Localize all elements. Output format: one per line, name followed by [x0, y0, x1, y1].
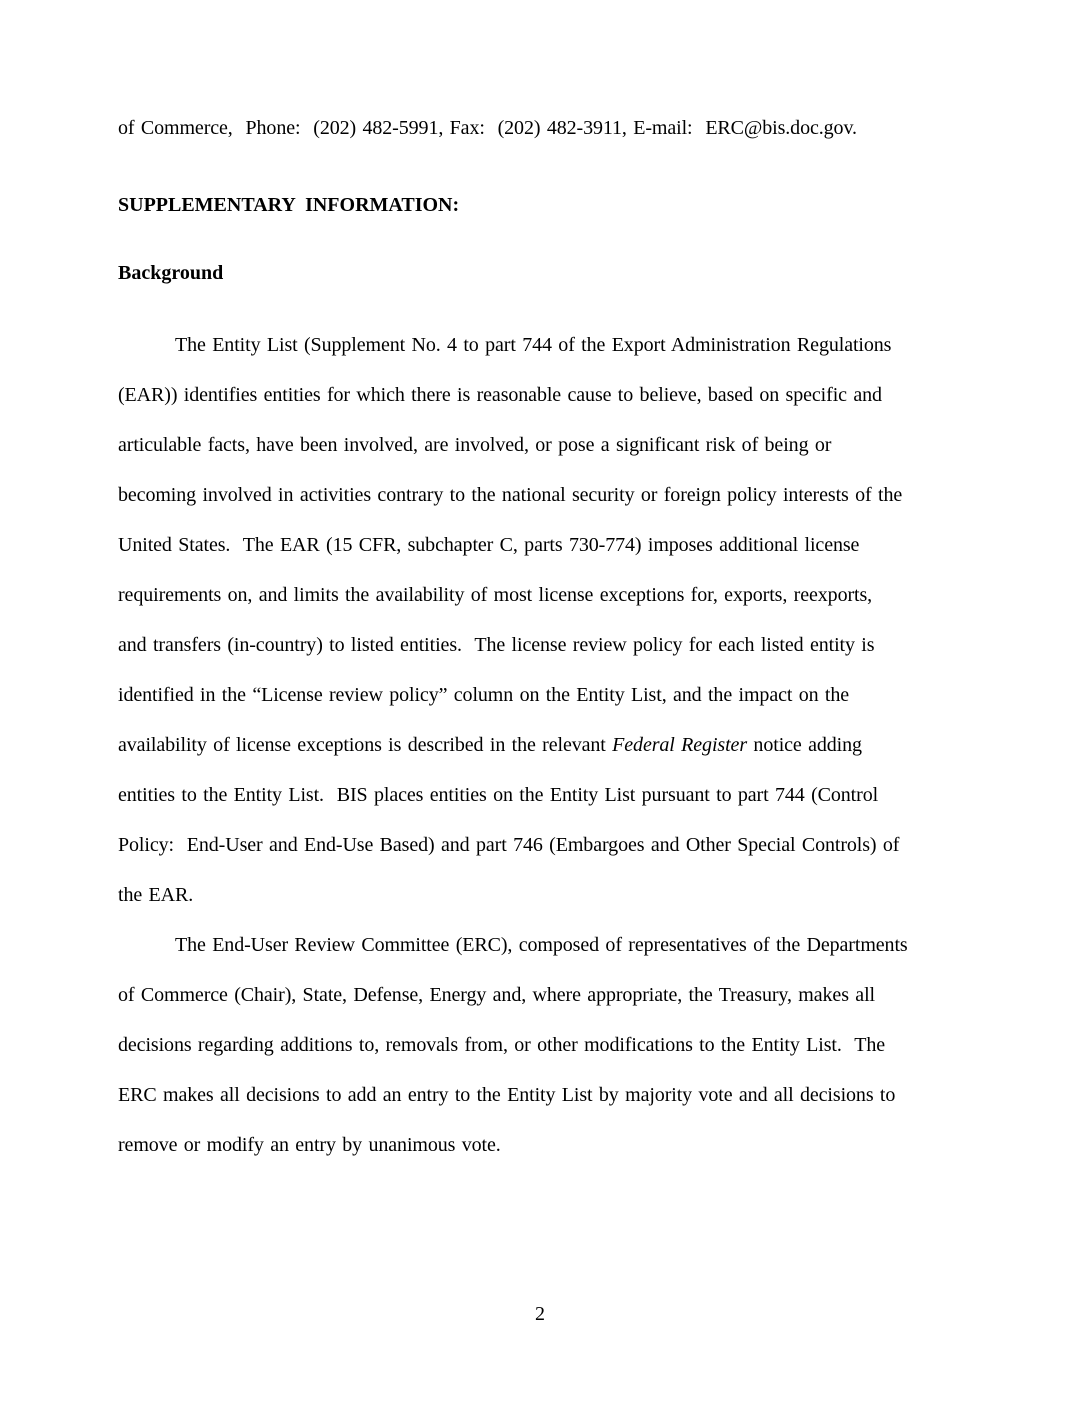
text-segment: of Commerce (Chair), State, Defense, Energy and, where appropriate, the Treasury, makes all	[118, 984, 875, 1006]
supplementary-information-heading: SUPPLEMENTARY INFORMATION:	[118, 194, 460, 216]
text-line	[118, 470, 988, 520]
text-line	[118, 420, 988, 470]
text-line	[118, 370, 988, 420]
text-line	[118, 320, 988, 370]
text-segment: notice adding	[747, 734, 862, 756]
text-segment: the EAR.	[118, 884, 194, 906]
text-segment: Policy: End-User and End-Use Based) and part 746 (Embargoes and Other Special Controls) of	[118, 834, 900, 856]
text-segment: The End-User Review Committee (ERC), composed of representatives of the Departments	[175, 934, 908, 956]
text-segment: articulable facts, have been involved, are involved, or pose a significant risk of being or	[118, 434, 832, 456]
document-content	[118, 103, 988, 1170]
text-segment: United States. The EAR (15 CFR, subchapter C, parts 730-774) imposes additional license	[118, 534, 860, 556]
text-segment: becoming involved in activities contrary to the national security or foreign policy interests of the	[118, 484, 903, 506]
text-line	[118, 970, 988, 1020]
body-paragraphs	[118, 320, 988, 1170]
text-segment: The Entity List (Supplement No. 4 to part 744 of the Export Administration Regulations	[175, 334, 892, 356]
background-heading: Background	[118, 262, 224, 284]
text-segment: (EAR)) identifies entities for which there is reasonable cause to believe, based on specific and	[118, 384, 882, 406]
text-segment: decisions regarding additions to, removals from, or other modifications to the Entity List. The	[118, 1034, 885, 1056]
text-line	[118, 670, 988, 720]
text-line	[118, 570, 988, 620]
text-segment: identified in the “License review policy” column on the Entity List, and the impact on the	[118, 684, 850, 706]
text-line	[118, 520, 988, 570]
italic-text-segment: Federal Register	[612, 734, 748, 756]
text-segment: and transfers (in-country) to listed entities. The license review policy for each listed entity is	[118, 634, 875, 656]
text-segment: availability of license exceptions is described in the relevant	[118, 734, 613, 756]
contact-line: of Commerce, Phone: (202) 482-5991, Fax: (202) 482-3911, E-mail: ERC@bis.doc.gov.	[118, 117, 857, 139]
text-line	[118, 920, 988, 970]
text-line	[118, 870, 988, 920]
text-line	[118, 820, 988, 870]
text-segment: remove or modify an entry by unanimous vote.	[118, 1134, 501, 1156]
text-line	[118, 1070, 988, 1120]
text-line	[118, 1120, 988, 1170]
text-line	[118, 620, 988, 670]
page-number: 2	[535, 1303, 545, 1325]
paragraph	[118, 920, 988, 1170]
text-line	[118, 1020, 988, 1070]
text-segment: ERC makes all decisions to add an entry to the Entity List by majority vote and all decisions to	[118, 1084, 896, 1106]
text-segment: entities to the Entity List. BIS places entities on the Entity List pursuant to part 744 (Control	[118, 784, 879, 806]
text-line	[118, 720, 988, 770]
text-line	[118, 770, 988, 820]
text-segment: requirements on, and limits the availability of most license exceptions for, exports, reexports,	[118, 584, 873, 606]
paragraph	[118, 320, 988, 920]
